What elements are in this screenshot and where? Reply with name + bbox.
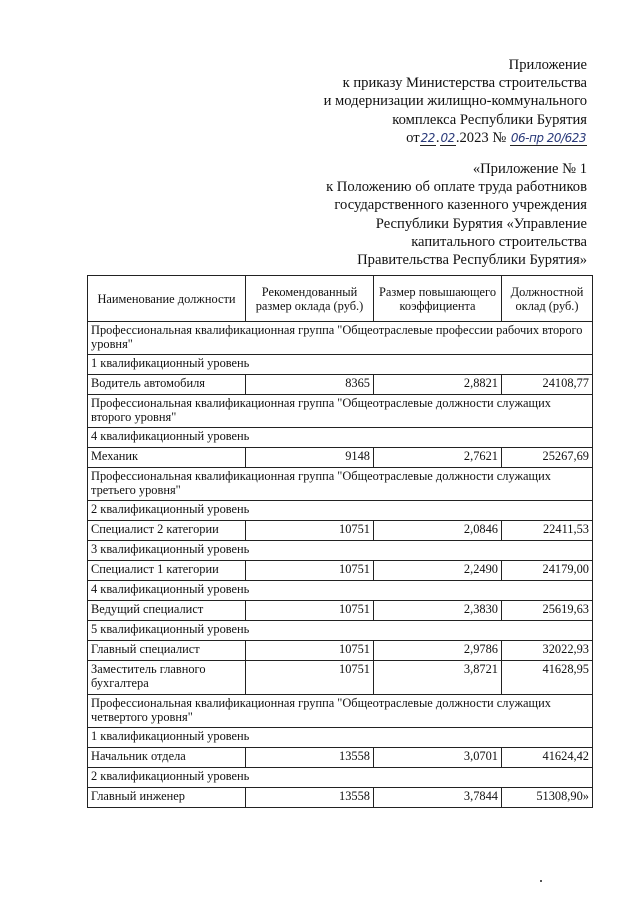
position-cell: Главный инженер	[88, 788, 246, 808]
salary-cell: 32022,93	[502, 641, 593, 661]
table-body	[88, 322, 593, 808]
annex-line: Правительства Республики Бурятия»	[357, 252, 587, 269]
level-row	[88, 428, 593, 448]
position-cell: Специалист 2 категории	[88, 521, 246, 541]
salary-cell: 24179,00	[502, 561, 593, 581]
column-header-position: Наименование должности	[88, 276, 246, 322]
salary-cell: 41628,95	[502, 661, 593, 695]
level-row	[88, 501, 593, 521]
header-line: комплекса Республики Бурятия	[392, 111, 587, 128]
annex-line: «Приложение № 1	[472, 161, 587, 177]
base-salary-cell: 13558	[246, 748, 374, 768]
date-year: .2023 №	[455, 129, 507, 146]
position-cell: Ведущий специалист	[88, 601, 246, 621]
position-cell: Заместитель главного бухгалтера	[88, 661, 246, 695]
salary-cell: 51308,90»	[502, 788, 593, 808]
position-cell: Механик	[88, 448, 246, 468]
annex-line: капитального строительства	[411, 233, 587, 250]
level-title: 2 квалификационный уровень	[88, 501, 593, 521]
coefficient-cell: 2,7621	[374, 448, 502, 468]
salary-cell: 25619,63	[502, 601, 593, 621]
group-title: Профессиональная квалификационная группа "Общеотраслевые должности служащих третьего уровня"	[88, 468, 593, 501]
level-title: 3 квалификационный уровень	[88, 541, 593, 561]
order-number: 06-пр 20/623	[510, 130, 586, 145]
group-title: Профессиональная квалификационная группа "Общеотраслевые должности служащих четвертого уровня"	[88, 695, 593, 728]
coefficient-cell: 2,0846	[374, 521, 502, 541]
group-title: Профессиональная квалификационная группа "Общеотраслевые профессии рабочих второго уровня"	[88, 322, 593, 355]
group-row	[88, 395, 593, 428]
position-cell: Главный специалист	[88, 641, 246, 661]
level-row	[88, 541, 593, 561]
column-header-salary: Должностной оклад (руб.)	[502, 276, 593, 322]
table-row	[88, 561, 593, 581]
table-row	[88, 661, 593, 695]
annex-header	[326, 160, 587, 269]
salary-table	[87, 275, 593, 808]
coefficient-cell: 3,8721	[374, 661, 502, 695]
scan-dot	[540, 880, 542, 882]
salary-cell: 41624,42	[502, 748, 593, 768]
level-title: 4 квалификационный уровень	[88, 581, 593, 601]
base-salary-cell: 10751	[246, 521, 374, 541]
table-row	[88, 788, 593, 808]
salary-cell: 25267,69	[502, 448, 593, 468]
level-row	[88, 728, 593, 748]
level-title: 4 квалификационный уровень	[88, 428, 593, 448]
level-row	[88, 355, 593, 375]
annex-line: к Положению об оплате труда работников	[326, 179, 587, 196]
column-header-coefficient: Размер повышающего коэффициента	[374, 276, 502, 322]
annex-line: государственного казенного учреждения	[334, 197, 587, 214]
level-title: 5 квалификационный уровень	[88, 621, 593, 641]
base-salary-cell: 8365	[246, 375, 374, 395]
table-row	[88, 521, 593, 541]
table-header-row	[88, 276, 593, 322]
level-row	[88, 621, 593, 641]
date-day: 22	[420, 130, 435, 145]
level-row	[88, 581, 593, 601]
position-cell: Специалист 1 категории	[88, 561, 246, 581]
header-line: Приложение	[508, 57, 587, 73]
level-title: 1 квалификационный уровень	[88, 728, 593, 748]
position-cell: Водитель автомобиля	[88, 375, 246, 395]
salary-cell: 22411,53	[502, 521, 593, 541]
coefficient-cell: 2,2490	[374, 561, 502, 581]
header-line: к приказу Министерства строительства	[342, 75, 587, 92]
date-month: 02	[440, 130, 455, 145]
column-header-base-salary: Рекомендованный размер оклада (руб.)	[246, 276, 374, 322]
order-header	[324, 56, 587, 147]
table-row	[88, 748, 593, 768]
base-salary-cell: 10751	[246, 561, 374, 581]
order-date-line: от22.02.2023 № 06-пр 20/623	[406, 129, 586, 146]
table-row	[88, 375, 593, 395]
annex-line: Республики Бурятия «Управление	[375, 215, 587, 232]
base-salary-cell: 10751	[246, 661, 374, 695]
group-row	[88, 695, 593, 728]
group-title: Профессиональная квалификационная группа "Общеотраслевые должности служащих второго уровня"	[88, 395, 593, 428]
coefficient-cell: 3,7844	[374, 788, 502, 808]
coefficient-cell: 3,0701	[374, 748, 502, 768]
coefficient-cell: 2,3830	[374, 601, 502, 621]
level-title: 1 квалификационный уровень	[88, 355, 593, 375]
date-prefix: от	[406, 129, 420, 146]
coefficient-cell: 2,9786	[374, 641, 502, 661]
table-row	[88, 448, 593, 468]
table-row	[88, 601, 593, 621]
coefficient-cell: 2,8821	[374, 375, 502, 395]
level-row	[88, 768, 593, 788]
salary-cell: 24108,77	[502, 375, 593, 395]
level-title: 2 квалификационный уровень	[88, 768, 593, 788]
base-salary-cell: 10751	[246, 641, 374, 661]
base-salary-cell: 13558	[246, 788, 374, 808]
base-salary-cell: 9148	[246, 448, 374, 468]
group-row	[88, 468, 593, 501]
position-cell: Начальник отдела	[88, 748, 246, 768]
group-row	[88, 322, 593, 355]
table-row	[88, 641, 593, 661]
header-line: и модернизации жилищно-коммунального	[323, 93, 587, 110]
base-salary-cell: 10751	[246, 601, 374, 621]
